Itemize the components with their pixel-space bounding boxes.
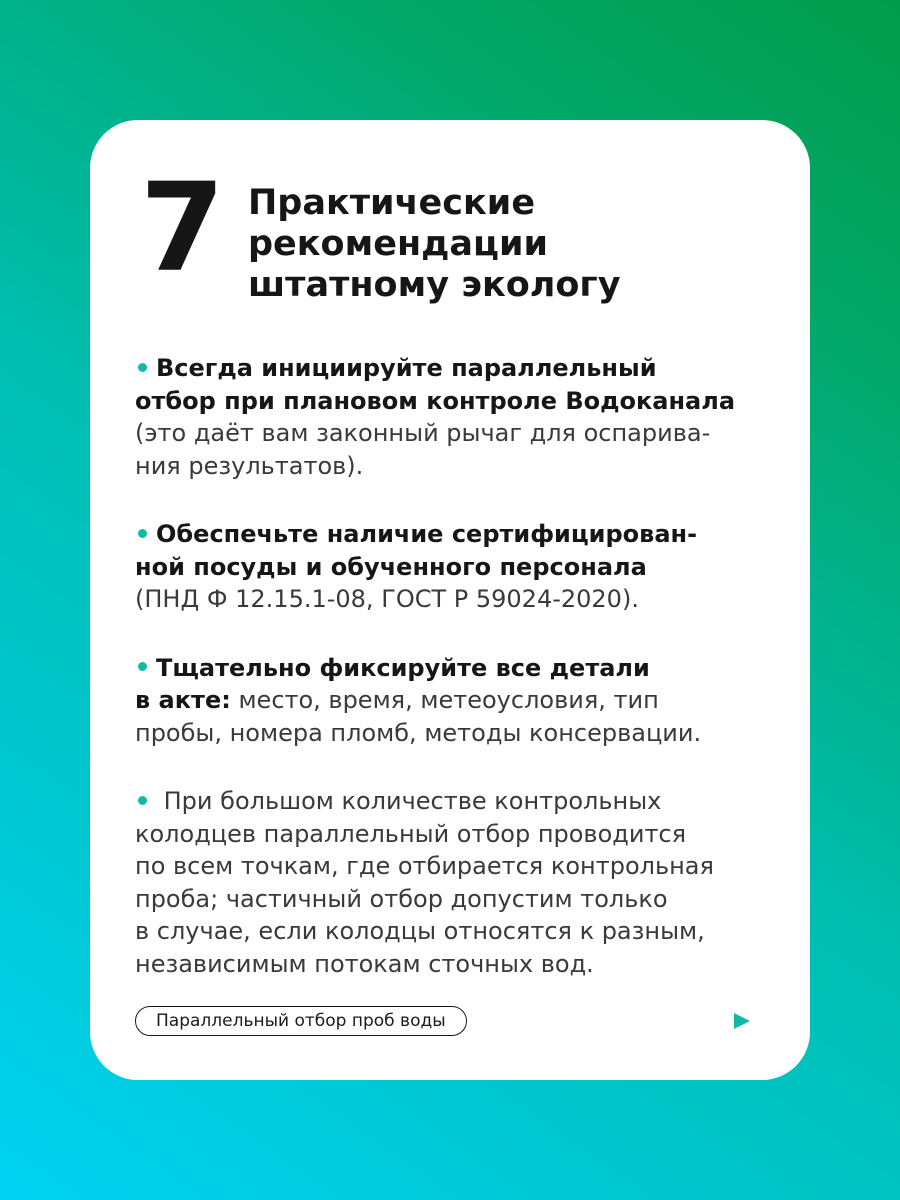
- item-bold-text: отбор при плановом контроле Водоканала: [135, 386, 736, 415]
- item-text: пробы, номера пломб, методы консервации.: [135, 718, 702, 747]
- bullet-icon: [138, 796, 147, 805]
- slide-number: 7: [140, 157, 223, 299]
- item-text: по всем точкам, где отбирается контрольная: [135, 852, 714, 880]
- list-item: [135, 352, 775, 482]
- item-bold-text: в акте:: [135, 686, 231, 714]
- page-title: [248, 183, 768, 306]
- item-bold-text: ной посуды и обученного персонала: [135, 552, 647, 581]
- item-text: независимым потокам сточных вод.: [135, 949, 594, 978]
- content-card: [90, 120, 810, 1080]
- play-triangle-icon[interactable]: [734, 1013, 750, 1029]
- item-text: место, время, метеоусловия, тип: [230, 686, 659, 714]
- bullet-icon: [138, 662, 147, 671]
- title-line: рекомендации: [248, 224, 548, 264]
- list-item: [135, 518, 775, 616]
- item-bold-text: Обеспечьте наличие сертифицирован-: [156, 520, 698, 548]
- recommendation-list: [135, 352, 775, 1016]
- title-line: Практические: [248, 183, 536, 223]
- bullet-icon: [138, 529, 147, 538]
- list-item: [135, 785, 775, 980]
- item-bold-text: Всегда инициируйте параллельный: [156, 354, 657, 382]
- header: [140, 157, 780, 315]
- item-text: При большом количестве контрольных: [156, 787, 662, 815]
- item-bold-text: Тщательно фиксируйте все детали: [156, 653, 650, 682]
- item-text: ния результатов).: [135, 451, 364, 480]
- title-line: штатному экологу: [248, 265, 621, 305]
- item-text: колодцев параллельный отбор проводится: [135, 819, 687, 848]
- item-text: проба; частичный отбор допустим только: [135, 884, 668, 913]
- topic-tag[interactable]: Параллельный отбор проб воды: [135, 1006, 467, 1036]
- item-text: (это даёт вам законный рычаг для оспарива-: [135, 419, 711, 447]
- bullet-icon: [138, 363, 147, 372]
- item-text: (ПНД Ф 12.15.1-08, ГОСТ Р 59024-2020).: [135, 585, 639, 613]
- list-item: [135, 652, 775, 750]
- item-text: в случае, если колодцы относятся к разным,: [135, 917, 705, 945]
